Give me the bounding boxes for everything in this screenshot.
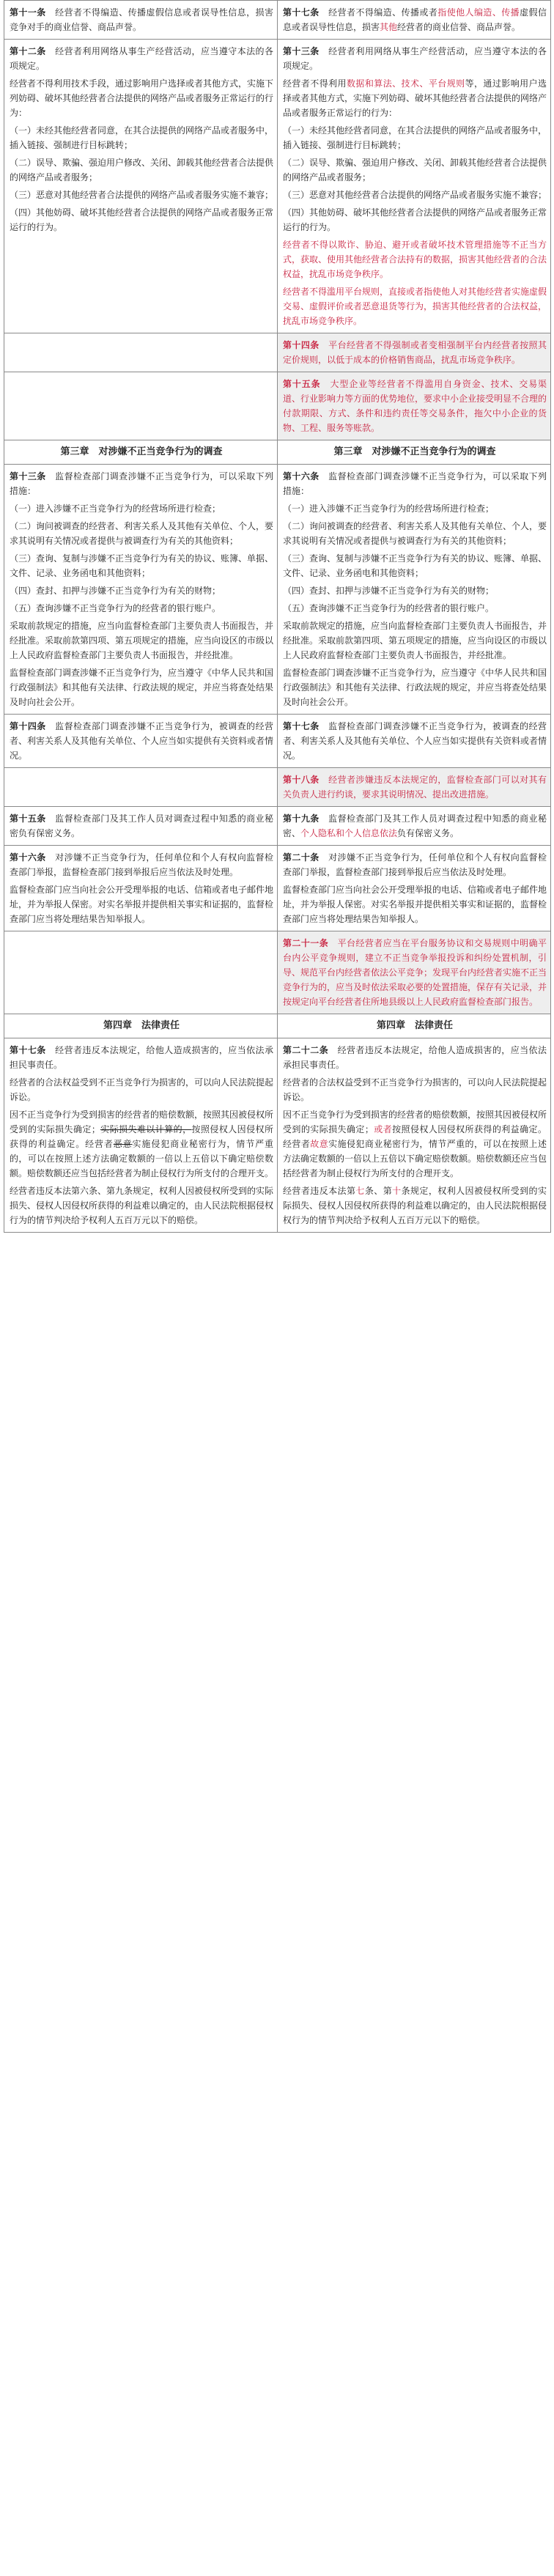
clause-text: 虚假信息或者误导性信息，损害	[283, 7, 547, 32]
right-column-cell	[278, 768, 551, 807]
clause-row	[4, 931, 551, 1014]
clause-paragraph	[10, 155, 273, 185]
clause-paragraph	[283, 155, 547, 185]
clause-text: （四）其他妨碍、破坏其他经营者合法提供的网络产品或者服务正常运行的行为。	[10, 207, 274, 232]
article-number-added: 第十八条	[283, 775, 320, 785]
deleted-text: 恶意	[113, 1139, 133, 1149]
clause-text: （三）查询、复制与涉嫌不正当竞争行为有关的协议、账簿、单据、文件、记录、业务函电和其他资料；	[10, 553, 274, 578]
added-text: 七	[355, 1186, 365, 1196]
clause-text: （二）询问被调查的经营者、利害关系人及其他有关单位、个人，要求其说明有关情况或者提供与被调查行为有关的其他资料；	[10, 521, 274, 546]
clause-text: 采取前款规定的措施，应当向监督检查部门主要负责人书面报告，并经批准。采取前款第四项、第五项规定的措施，应当向设区的市级以上人民政府监督检查部门主要负责人书面报告，并经批准。	[283, 621, 547, 660]
left-column-cell	[4, 1014, 278, 1038]
clause-text: 经营者违反本法规定，给他人造成损害的，应当依法承担民事责任。	[283, 1045, 547, 1070]
clause-paragraph	[283, 1075, 547, 1104]
clause-paragraph	[10, 1075, 273, 1104]
added-text: 经营者不得滥用平台规则，直接或者指使他人对其他经营者实施虚假交易、虚假评价或者恶意退货等行为，损害其他经营者的合法权益，扰乱市场竞争秩序。	[283, 287, 547, 326]
clause-paragraph	[10, 501, 273, 516]
article-number: 第十七条	[283, 721, 320, 731]
right-column-cell	[278, 1014, 551, 1038]
added-text: 其他	[380, 22, 398, 32]
chapter-heading	[10, 1019, 273, 1033]
clause-text: 经营者不得编造、传播或者	[319, 7, 438, 18]
clause-paragraph	[10, 619, 273, 663]
article-number: 第十三条	[283, 46, 320, 56]
clause-text: 经营者不得编造、传播虚假信息或者误导性信息，损害竞争对手的商业信誉、商品声誉。	[10, 7, 273, 32]
chapter-row	[4, 1014, 551, 1038]
clause-paragraph	[283, 1107, 547, 1181]
added-text: 大型企业等经营者不得滥用自身资金、技术、交易渠道、行业影响力等方面的优势地位，要求中小企业接受明显不合理的付款期限、方式、条件和违约责任等交易条件，拖欠中小企业的货物、工程、服务等账款。	[283, 379, 547, 433]
article-number: 第十五条	[10, 813, 46, 824]
right-column-cell	[278, 1038, 551, 1233]
article-number-added: 第二十一条	[283, 938, 329, 948]
clause-text: （二）询问被调查的经营者、利害关系人及其他有关单位、个人，要求其说明有关情况或者提供与被调查行为有关的其他资料；	[283, 521, 547, 546]
clause-paragraph	[283, 188, 547, 202]
clause-text: （五）查询涉嫌不正当竞争行为的经营者的银行账户。	[283, 603, 495, 613]
added-text: 平台经营者不得强制或者变相强制平台内经营者按照其定价规则，以低于成本的价格销售商品，扰乱市场竞争秩序。	[283, 340, 547, 365]
clause-text: 第四章 法律责任	[376, 1020, 453, 1031]
left-column-cell	[4, 846, 278, 931]
clause-paragraph	[10, 882, 273, 926]
added-text: 数据和算法、技术、平台规则	[347, 78, 465, 89]
article-number: 第二十条	[283, 852, 320, 863]
clause-text: （二）误导、欺骗、强迫用户修改、关闭、卸载其他经营者合法提供的网络产品或者服务；	[10, 158, 274, 182]
law-comparison-table	[4, 0, 551, 1233]
added-text: 经营者涉嫌违反本法规定的，监督检查部门可以对其有关负责人进行约谈，要求其说明情况、提出改进措施。	[283, 775, 547, 800]
left-column-cell	[4, 372, 278, 440]
clause-text: 对涉嫌不正当竞争行为，任何单位和个人有权向监督检查部门举报，监督检查部门接到举报后应当依法及时处理。	[10, 852, 273, 877]
clause-row	[4, 1038, 551, 1233]
added-text: 或者	[373, 1124, 393, 1134]
clause-text: 监督检查部门及其工作人员对调查过程中知悉的商业秘密、	[283, 813, 547, 838]
clause-paragraph	[283, 377, 547, 435]
left-column-cell	[4, 931, 278, 1014]
clause-text: （一）进入涉嫌不正当竞争行为的经营场所进行检查；	[283, 503, 495, 514]
clause-text: 经营者违反本法第	[283, 1186, 356, 1196]
clause-paragraph	[10, 1107, 273, 1181]
right-column-cell	[278, 931, 551, 1014]
clause-paragraph	[283, 772, 547, 802]
clause-paragraph	[10, 44, 273, 73]
clause-paragraph	[283, 284, 547, 328]
clause-text: 因不正当竞争行为受到损害的经营者的赔偿数额，按照其因被侵权所受到的实际损失确定；	[10, 1110, 274, 1134]
clause-paragraph	[283, 519, 547, 548]
clause-text: （一）未经其他经营者同意，在其合法提供的网络产品或者服务中，插入链接、强制进行目标跳转；	[283, 125, 547, 150]
clause-text: （二）误导、欺骗、强迫用户修改、关闭、卸载其他经营者合法提供的网络产品或者服务；	[283, 158, 547, 182]
clause-paragraph	[283, 583, 547, 598]
clause-paragraph	[10, 1043, 273, 1072]
right-column-cell	[278, 1, 551, 40]
clause-text: 经营者不得利用技术手段，通过影响用户选择或者其他方式，实施下列妨碍、破坏其他经营者合法提供的网络产品或者服务正常运行的行为：	[10, 78, 274, 118]
clause-row	[4, 40, 551, 333]
clause-paragraph	[283, 76, 547, 120]
clause-paragraph	[10, 665, 273, 709]
article-number: 第十九条	[283, 813, 320, 824]
article-number-added: 第十五条	[283, 379, 321, 389]
left-column-cell	[4, 40, 278, 333]
clause-text: 经营者的合法权益受到不正当竞争行为损害的，可以向人民法院提起诉讼。	[10, 1077, 274, 1102]
clause-text: 实施侵犯商业秘密行为，情节严重的，可以在按照上述方法确定数额的一倍以上五倍以下确定赔偿数额。赔偿数额还应当包括经营者为制止侵权行为所支付的合理开支。	[10, 1139, 274, 1178]
clause-paragraph	[283, 338, 547, 367]
left-column-cell	[4, 1038, 278, 1233]
added-text: 故意	[310, 1139, 329, 1149]
clause-paragraph	[283, 665, 547, 709]
added-text: 个人隐私和个人信息依法	[300, 828, 398, 838]
clause-paragraph	[10, 583, 273, 598]
article-number: 第十七条	[283, 7, 320, 18]
comparison-document	[0, 0, 554, 1233]
clause-text: （五）查询涉嫌不正当竞争行为的经营者的银行账户。	[10, 603, 221, 613]
clause-paragraph	[10, 519, 273, 548]
added-text: 经营者不得以欺诈、胁迫、避开或者破坏技术管理措施等不正当方式，获取、使用其他经营者合法持有的数据，损害其他经营者的合法权益，扰乱市场竞争秩序。	[283, 240, 547, 279]
clause-paragraph	[283, 237, 547, 281]
right-column-cell	[278, 807, 551, 846]
left-column-cell	[4, 807, 278, 846]
clause-text: （四）查封、扣押与涉嫌不正当竞争行为有关的财物；	[10, 586, 221, 596]
clause-text: （四）其他妨碍、破坏其他经营者合法提供的网络产品或者服务正常运行的行为。	[283, 207, 547, 232]
clause-paragraph	[283, 501, 547, 516]
clause-text: 经营者的商业信誉、商品声誉。	[397, 22, 521, 32]
clause-paragraph	[10, 469, 273, 498]
clause-text: 监督检查部门应当向社会公开受理举报的电话、信箱或者电子邮件地址，并为举报人保密。对实名举报并提供相关事实和证据的，监督检查部门应当将处理结果告知举报人。	[283, 885, 547, 924]
clause-text: 实施侵犯商业秘密行为，情节严重的，可以在按照上述方法确定数额的一倍以上五倍以下确定赔偿数额。赔偿数额还应当包括经营者为制止侵权行为所支付的合理开支。	[283, 1139, 547, 1178]
clause-row	[4, 333, 551, 372]
clause-paragraph	[283, 123, 547, 152]
clause-text: 按照侵权人因侵权所获得的利益确定。经营者	[283, 1124, 547, 1149]
clause-text: （四）查封、扣押与涉嫌不正当竞争行为有关的财物；	[283, 586, 495, 596]
clause-row	[4, 372, 551, 440]
clause-text: 第四章 法律责任	[103, 1020, 180, 1031]
right-column-cell	[278, 372, 551, 440]
article-number: 第十三条	[10, 471, 46, 481]
clause-row	[4, 1, 551, 40]
clause-paragraph	[283, 205, 547, 235]
article-number: 第二十二条	[283, 1045, 329, 1055]
clause-text: 对涉嫌不正当竞争行为，任何单位和个人有权向监督检查部门举报，监督检查部门接到举报后应当依法及时处理。	[283, 852, 547, 877]
clause-text: 负有保密义务。	[397, 828, 459, 838]
clause-row	[4, 715, 551, 768]
chapter-heading	[283, 1019, 547, 1033]
clause-text: （一）进入涉嫌不正当竞争行为的经营场所进行检查；	[10, 503, 221, 514]
left-column-cell	[4, 440, 278, 465]
left-column-cell	[4, 465, 278, 715]
right-column-cell	[278, 440, 551, 465]
clause-text: 监督检查部门调查涉嫌不正当竞争行为，应当遵守《中华人民共和国行政强制法》和其他有关法律、行政法规的规定，并应当将查处结果及时向社会公开。	[283, 668, 547, 707]
clause-paragraph	[10, 601, 273, 616]
article-number: 第十六条	[10, 852, 46, 863]
article-number: 第十二条	[10, 46, 46, 56]
right-column-cell	[278, 715, 551, 768]
clause-paragraph	[10, 205, 273, 235]
clause-paragraph	[283, 469, 547, 498]
clause-text: 采取前款规定的措施，应当向监督检查部门主要负责人书面报告，并经批准。采取前款第四项、第五项规定的措施，应当向设区的市级以上人民政府监督检查部门主要负责人书面报告，并经批准。	[10, 621, 274, 660]
deleted-text: 实际损失难以计算的，	[100, 1124, 192, 1134]
clause-text: 经营者利用网络从事生产经营活动，应当遵守本法的各项规定。	[10, 46, 273, 71]
added-text: 指使他人编造、传播	[437, 7, 520, 18]
clause-text: 监督检查部门调查涉嫌不正当竞争行为，被调查的经营者、利害关系人及其他有关单位、个人应当如实提供有关资料或者情况。	[10, 721, 274, 761]
article-number: 第十四条	[10, 721, 46, 731]
clause-text: 条规定，权利人因被侵权所受到的实际损失、侵权人因侵权所获得的利益难以确定的，由人民法院根据侵权行为的情节判决给予权利人五百万元以下的赔偿。	[283, 1186, 547, 1225]
clause-paragraph	[283, 5, 547, 34]
clause-paragraph	[283, 719, 547, 763]
chapter-heading	[10, 445, 273, 460]
article-number: 第十六条	[283, 471, 320, 481]
clause-paragraph	[283, 882, 547, 926]
clause-paragraph	[10, 811, 273, 841]
left-column-cell	[4, 333, 278, 372]
clause-paragraph	[283, 850, 547, 879]
clause-text: 监督检查部门调查涉嫌不正当竞争行为，可以采取下列措施：	[10, 471, 273, 496]
clause-paragraph	[283, 811, 547, 841]
comparison-table-body	[4, 1, 551, 1233]
clause-paragraph	[10, 551, 273, 580]
clause-text: 经营者不得利用	[283, 78, 347, 89]
clause-paragraph	[10, 5, 273, 34]
clause-text: 监督检查部门应当向社会公开受理举报的电话、信箱或者电子邮件地址，并为举报人保密。对实名举报并提供相关事实和证据的，监督检查部门应当将处理结果告知举报人。	[10, 885, 274, 924]
right-column-cell	[278, 333, 551, 372]
clause-paragraph	[283, 1184, 547, 1228]
clause-text: 条、第	[364, 1186, 393, 1196]
left-column-cell	[4, 715, 278, 768]
chapter-row	[4, 440, 551, 465]
clause-text: 因不正当竞争行为受到损害的经营者的赔偿数额，按照其因被侵权所受到的实际损失确定；	[283, 1110, 547, 1134]
article-number: 第十一条	[10, 7, 46, 18]
clause-paragraph	[10, 719, 273, 763]
clause-text: 监督检查部门调查涉嫌不正当竞争行为，应当遵守《中华人民共和国行政强制法》和其他有关法律、行政法规的规定，并应当将查处结果及时向社会公开。	[10, 668, 274, 707]
clause-text: 经营者利用网络从事生产经营活动，应当遵守本法的各项规定。	[283, 46, 547, 71]
clause-paragraph	[283, 936, 547, 1009]
right-column-cell	[278, 846, 551, 931]
clause-row	[4, 768, 551, 807]
clause-paragraph	[10, 1184, 273, 1228]
clause-text: 按照侵权人因侵权所获得的利益确定。经营者	[10, 1124, 273, 1149]
clause-paragraph	[283, 619, 547, 663]
clause-text: 第三章 对涉嫌不正当竞争行为的调查	[60, 446, 223, 457]
clause-text: （三）查询、复制与涉嫌不正当竞争行为有关的协议、账簿、单据、文件、记录、业务函电和其他资料；	[283, 553, 547, 578]
clause-text: 经营者的合法权益受到不正当竞争行为损害的，可以向人民法院提起诉讼。	[283, 1077, 547, 1102]
clause-paragraph	[10, 123, 273, 152]
clause-text: 监督检查部门调查涉嫌不正当竞争行为，可以采取下列措施：	[283, 471, 547, 496]
clause-paragraph	[10, 188, 273, 202]
clause-row	[4, 846, 551, 931]
clause-text: （一）未经其他经营者同意，在其合法提供的网络产品或者服务中，插入链接、强制进行目标跳转；	[10, 125, 274, 150]
clause-paragraph	[283, 1043, 547, 1072]
clause-paragraph	[10, 850, 273, 879]
clause-paragraph	[283, 601, 547, 616]
article-number: 第十七条	[10, 1045, 46, 1055]
left-column-cell	[4, 1, 278, 40]
right-column-cell	[278, 40, 551, 333]
article-number-added: 第十四条	[283, 340, 320, 350]
added-text: 平台经营者应当在平台服务协议和交易规则中明确平台内公平竞争规则，建立不正当竞争举报投诉和纠纷处置机制，引导、规范平台内经营者依法公平竞争；发现平台内经营者实施不正当竞争行为的，应当及时依法采取必要的处置措施，保存有关记录，并按规定向平台经营者住所地县级以上人民政府监督检查部门报告。	[283, 938, 547, 1007]
clause-paragraph	[10, 76, 273, 120]
clause-paragraph	[283, 551, 547, 580]
clause-paragraph	[283, 44, 547, 73]
clause-text: 监督检查部门调查涉嫌不正当竞争行为，被调查的经营者、利害关系人及其他有关单位、个人应当如实提供有关资料或者情况。	[283, 721, 547, 761]
clause-text: 经营者违反本法第六条、第九条规定，权利人因被侵权所受到的实际损失、侵权人因侵权所获得的利益难以确定的，由人民法院根据侵权行为的情节判决给予权利人五百万元以下的赔偿。	[10, 1186, 274, 1225]
left-column-cell	[4, 768, 278, 807]
clause-text: 等，通过影响用户选择或者其他方式，实施下列妨碍、破坏其他经营者合法提供的网络产品或者服务正常运行的行为：	[283, 78, 547, 118]
clause-text: （三）恶意对其他经营者合法提供的网络产品或者服务实施不兼容；	[283, 190, 547, 200]
clause-text: （三）恶意对其他经营者合法提供的网络产品或者服务实施不兼容；	[10, 190, 274, 200]
clause-text: 监督检查部门及其工作人员对调查过程中知悉的商业秘密负有保密义务。	[10, 813, 273, 838]
clause-row	[4, 807, 551, 846]
added-text: 十	[392, 1186, 402, 1196]
clause-text: 第三章 对涉嫌不正当竞争行为的调查	[333, 446, 496, 457]
chapter-heading	[283, 445, 547, 460]
clause-text: 经营者违反本法规定，给他人造成损害的，应当依法承担民事责任。	[10, 1045, 273, 1070]
right-column-cell	[278, 465, 551, 715]
clause-row	[4, 465, 551, 715]
